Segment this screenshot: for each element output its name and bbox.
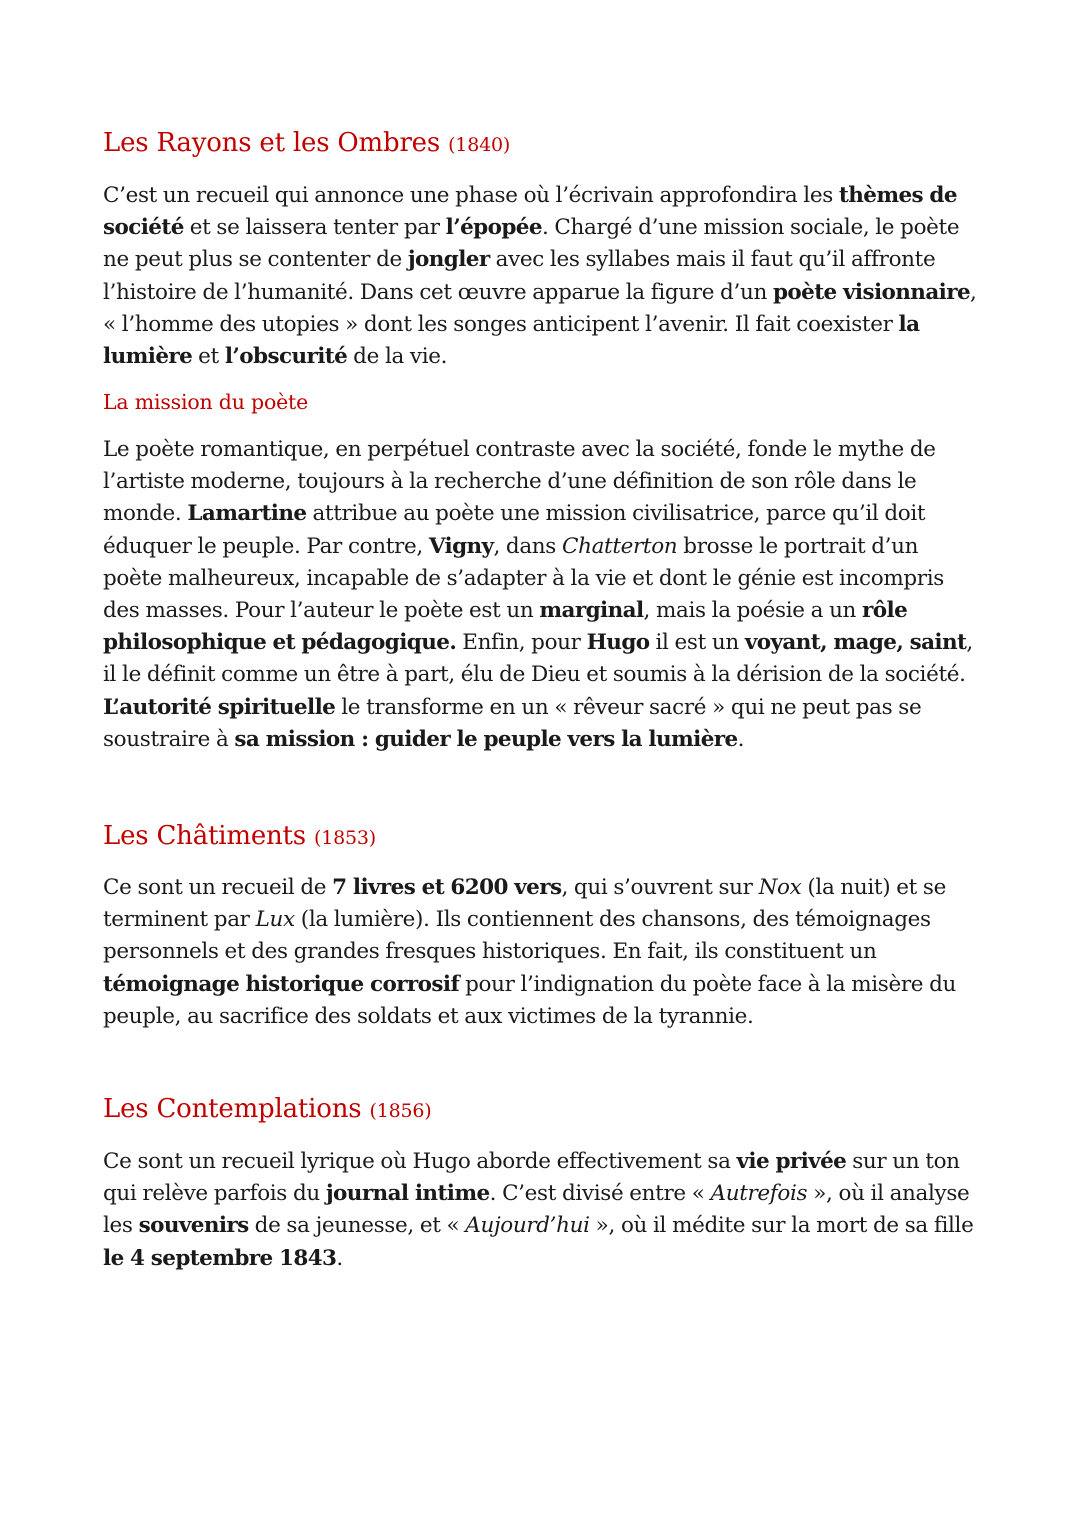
section-heading-contemplations	[103, 1094, 431, 1124]
section-paragraph	[103, 872, 983, 1033]
bold-text: témoignage historique corrosif	[103, 971, 460, 997]
subsection-heading-mission-poete: La mission du poète	[103, 390, 309, 414]
section-year: (1853)	[314, 827, 377, 849]
bold-text: souvenirs	[138, 1213, 249, 1239]
text-run: il est un	[649, 630, 745, 656]
bold-text: vie privée	[736, 1149, 847, 1174]
text-run: C’est un recueil qui annonce une phase où l’écrivain approfondira les	[103, 183, 839, 208]
text-run: pour l’indignation du poète face à la misère du peuple, au sacrifice des soldats et aux victimes de la tyrannie.	[103, 971, 957, 1029]
bold-text: l’obscurité	[224, 344, 348, 370]
bold-text: sa mission : guider le peuple vers la lumière	[234, 726, 738, 752]
italic-text: Aujourd’hui	[465, 1213, 590, 1239]
text-run: . C’est divisé entre «	[489, 1181, 711, 1207]
text-run: , dans	[493, 533, 562, 559]
text-run: attribue au poète une mission civilisatrice, parce qu’il doit éduquer le peuple. Par contre,	[103, 501, 926, 559]
text-run: de sa jeunesse, et «	[248, 1213, 466, 1239]
section-year: (1840)	[448, 134, 511, 156]
section-heading-rayons-ombres	[103, 128, 510, 158]
section-title: Les Rayons et les Ombres	[103, 128, 441, 158]
bold-text: Lamartine	[187, 501, 307, 527]
bold-text: le 4 septembre 1843	[103, 1245, 337, 1271]
text-run: , « l’homme des utopies » dont les songes anticipent l’avenir. Il fait coexister	[103, 279, 977, 337]
text-run: sur un ton qui relève parfois du	[103, 1149, 960, 1207]
bold-text: L’autorité spirituelle	[103, 694, 336, 720]
text-run: Ce sont un recueil de	[103, 875, 333, 900]
bold-text: voyant, mage, saint	[744, 630, 967, 656]
section-title: Les Châtiments	[103, 821, 306, 851]
text-run: avec les syllabes mais il faut qu’il affronte l’histoire de l’humanité. Dans cet œuvre apparue la figure d’un	[103, 247, 936, 305]
bold-text: Hugo	[586, 630, 650, 656]
text-run: . Chargé d’une mission sociale, le poète ne peut plus se contenter de	[103, 215, 960, 273]
bold-text: Vigny	[428, 533, 494, 559]
section-paragraph	[103, 1146, 983, 1275]
bold-text: l’épopée	[445, 215, 542, 241]
text-run: .	[737, 726, 745, 752]
italic-text: Nox	[758, 875, 802, 900]
text-run: et	[192, 344, 225, 370]
italic-text: Lux	[255, 907, 295, 933]
bold-text: jongler	[407, 247, 490, 273]
text-run: , mais la poésie a un	[643, 598, 863, 624]
text-run: Enfin, pour	[456, 630, 587, 656]
text-run: Ce sont un recueil lyrique où Hugo aborde effectivement sa	[103, 1149, 737, 1174]
text-run: (la lumière). Ils contiennent des chansons, des témoignages personnels et des grandes fresques historiques. En fait, ils constituent un	[103, 907, 931, 965]
italic-text: Autrefois	[710, 1181, 808, 1207]
section-heading-chatiments	[103, 821, 376, 851]
bold-text: thèmes de société	[103, 183, 957, 241]
bold-text: 7 livres et 6200 vers	[332, 875, 562, 900]
text-run: (la nuit) et se terminent par	[103, 875, 946, 933]
section-paragraph	[103, 180, 983, 373]
bold-text: rôle philosophique et pédagogique.	[103, 598, 908, 656]
italic-text: Chatterton	[561, 533, 678, 559]
text-run: le transforme en un « rêveur sacré » qui ne peut pas se soustraire à	[103, 694, 922, 752]
text-run: de la vie.	[347, 344, 448, 370]
bold-text: journal intime	[325, 1181, 490, 1207]
text-run: .	[336, 1245, 343, 1271]
text-run: brosse le portrait d’un poète malheureux, incapable de s’adapter à la vie et dont le génie est incompris des masses. Pour l’auteur le poète est un	[103, 533, 944, 624]
bold-text: la lumière	[103, 311, 920, 370]
section-year: (1856)	[369, 1100, 432, 1122]
text-run: Le poète romantique, en perpétuel contraste avec la société, fonde le mythe de l’artiste moderne, toujours à la recherche d’une définition de son rôle dans le monde.	[103, 437, 936, 527]
section-title: Les Contemplations	[103, 1094, 362, 1124]
text-run: , qui s’ouvrent sur	[561, 875, 759, 900]
bold-text: poète visionnaire	[772, 279, 971, 305]
text-run: », où il médite sur la mort de sa fille	[589, 1213, 974, 1239]
bold-text: marginal	[539, 598, 644, 624]
text-run: », où il analyse les	[103, 1181, 970, 1239]
text-run: , il le définit comme un être à part, élu de Dieu et soumis à la dérision de la société.	[103, 630, 973, 688]
subsection-paragraph	[103, 434, 983, 756]
text-run: et se laissera tenter par	[183, 215, 446, 241]
